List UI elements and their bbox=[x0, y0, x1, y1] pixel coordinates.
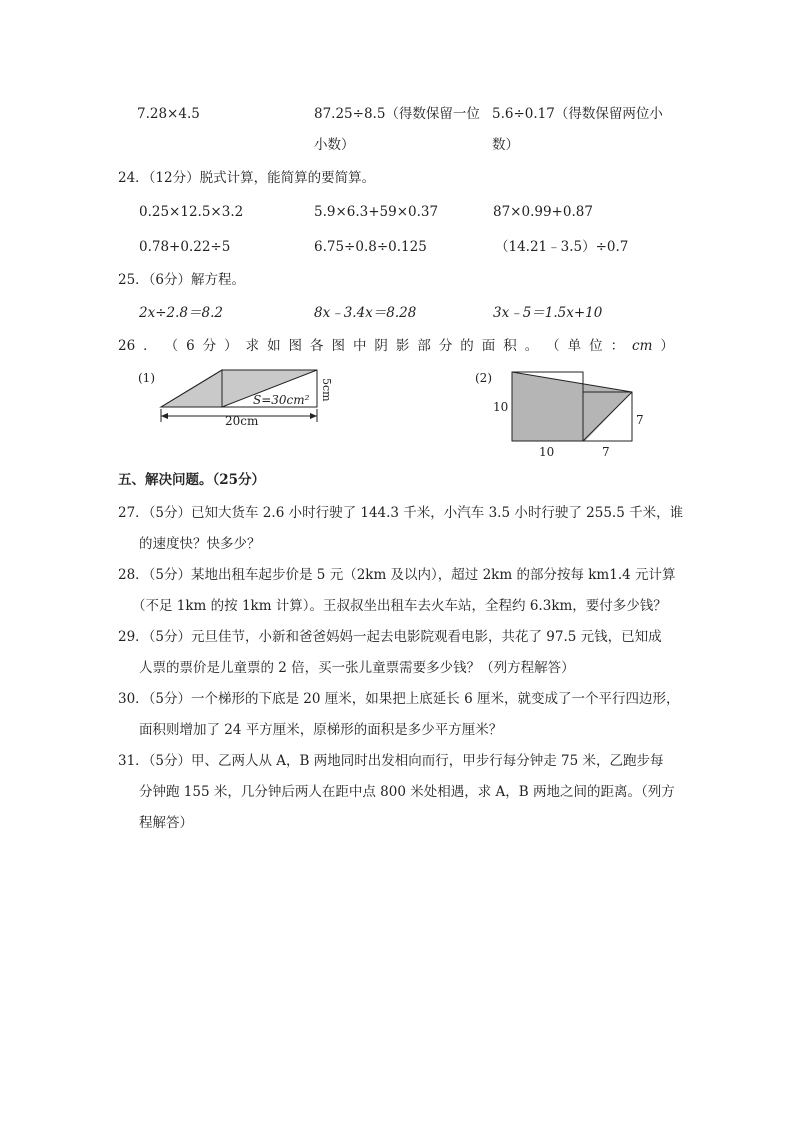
q24-item-5: 6.75÷0.8÷0.125 bbox=[314, 239, 427, 255]
figure-2-label: (2) bbox=[475, 371, 492, 385]
q23-expr-3-line2: 数） bbox=[492, 137, 519, 153]
q24-item-2: 5.9×6.3+59×0.37 bbox=[314, 204, 439, 220]
q29-line-2: 人票的票价是儿童票的 2 倍，买一张儿童票需要多少钱？（列方程解答） bbox=[139, 660, 575, 676]
q31-line-3: 程解答） bbox=[139, 815, 193, 831]
q24-item-6: （14.21﹣3.5）÷0.7 bbox=[495, 239, 629, 255]
q25-equation-1: 2x÷2.8＝8.2 bbox=[139, 305, 223, 321]
q26-char: 积 bbox=[503, 338, 517, 354]
figure-1 bbox=[135, 365, 345, 435]
q26-char: 。 bbox=[524, 338, 539, 354]
q26-char: 如 bbox=[267, 338, 281, 354]
q26-char: 求 bbox=[245, 338, 260, 354]
q27-line-1: 27．（5分）已知大货车 2.6 小时行驶了 144.3 千米，小汽车 3.5 小时行驶了 255.5 千米，谁 bbox=[118, 505, 684, 521]
q28-line-2: （不足 1km 的按 1km 计算）。王叔叔坐出租车去火车站，全程约 6.3km，要付多少钱？ bbox=[132, 598, 667, 614]
q26-char: ： bbox=[610, 338, 625, 354]
figure-2-bottom-right-label: 7 bbox=[602, 445, 610, 459]
figure-2 bbox=[470, 365, 660, 460]
q24-item-1: 0.25×12.5×3.2 bbox=[139, 204, 244, 220]
section-5-title: 五、解决问题。（25分） bbox=[118, 472, 266, 488]
figure-1-arrow-right bbox=[310, 413, 317, 419]
q26-char: 图 bbox=[331, 338, 345, 354]
q27-line-2: 的速度快？快多少？ bbox=[139, 536, 261, 552]
q23-expr-3-line1: 5.6÷0.17（得数保留两位小 bbox=[492, 106, 663, 122]
q23-expr-2-line1: 87.25÷8.5（得数保留一位 bbox=[314, 106, 480, 122]
q26-char: （ bbox=[164, 338, 179, 354]
q26-char: 的 bbox=[460, 338, 474, 354]
figure-1-label: (1) bbox=[138, 371, 155, 385]
figure-2-bottom-left-label: 10 bbox=[539, 445, 555, 459]
q23-expr-1: 7.28×4.5 bbox=[137, 106, 200, 122]
q26-char: 分 bbox=[202, 338, 217, 354]
q26-char: 26 bbox=[118, 338, 136, 354]
figure-2-left-label: 10 bbox=[493, 400, 509, 414]
q26-char: 单 bbox=[567, 338, 582, 354]
q26-char-unit: cm bbox=[632, 338, 653, 354]
q26-char: 分 bbox=[438, 338, 453, 354]
q26-char: 影 bbox=[395, 338, 410, 354]
q28-line-1: 28．（5分）某地出租车起步价是 5 元（2km 及以内），超过 2km 的部分按每 km1.4 元计算 bbox=[118, 567, 676, 583]
q26-char: ） bbox=[224, 338, 238, 354]
figure-2-right-label: 7 bbox=[636, 413, 644, 427]
q26-char: 部 bbox=[417, 338, 431, 354]
q30-line-1: 30．（5分）一个梯形的下底是 20 厘米，如果把上底延长 6 厘米，就变成了一个平行四边形， bbox=[118, 691, 680, 707]
q26-title bbox=[118, 340, 674, 354]
figure-1-base-label: 20cm bbox=[225, 414, 259, 428]
q26-char: 中 bbox=[352, 338, 367, 354]
q26-char: 阴 bbox=[374, 338, 388, 354]
q26-char: 位 bbox=[589, 338, 603, 354]
q26-char: 各 bbox=[310, 338, 324, 354]
q26-char: （ bbox=[546, 338, 560, 354]
q25-equation-3: 3x﹣5＝1.5x+10 bbox=[493, 305, 603, 321]
q24-item-3: 87×0.99+0.87 bbox=[493, 204, 593, 220]
figure-1-height-label: 5cm bbox=[320, 378, 333, 402]
q25-equation-2: 8x﹣3.4x＝8.28 bbox=[314, 305, 417, 321]
q26-char: 6 bbox=[186, 338, 195, 354]
q23-expr-2-line2: 小数） bbox=[314, 137, 355, 153]
q30-line-2: 面积则增加了 24 平方厘米，原梯形的面积是多少平方厘米？ bbox=[139, 722, 503, 738]
q26-char: ） bbox=[660, 338, 674, 354]
q31-line-1: 31．（5分）甲、乙两人从 A，B 两地同时出发相向而行，甲步行每分钟走 75 米，乙跑步每 bbox=[118, 753, 664, 769]
q24-item-4: 0.78+0.22÷5 bbox=[139, 239, 231, 255]
q26-char: ． bbox=[143, 338, 157, 354]
figure-1-arrow-left bbox=[161, 413, 168, 419]
figure-1-area-label: S=30cm² bbox=[253, 393, 310, 407]
q25-title: 25．（6分）解方程。 bbox=[118, 272, 246, 288]
q26-char: 面 bbox=[481, 338, 496, 354]
q26-char: 图 bbox=[288, 338, 303, 354]
q24-title: 24．（12分）脱式计算，能简算的要简算。 bbox=[118, 170, 376, 186]
q31-line-2: 分钟跑 155 米，几分钟后两人在距中点 800 米处相遇，求 A，B 两地之间的距离。（列方 bbox=[139, 784, 675, 800]
q29-line-1: 29．（5分）元旦佳节，小新和爸爸妈妈一起去电影院观看电影，共花了 97.5 元钱，已知成 bbox=[118, 629, 662, 645]
